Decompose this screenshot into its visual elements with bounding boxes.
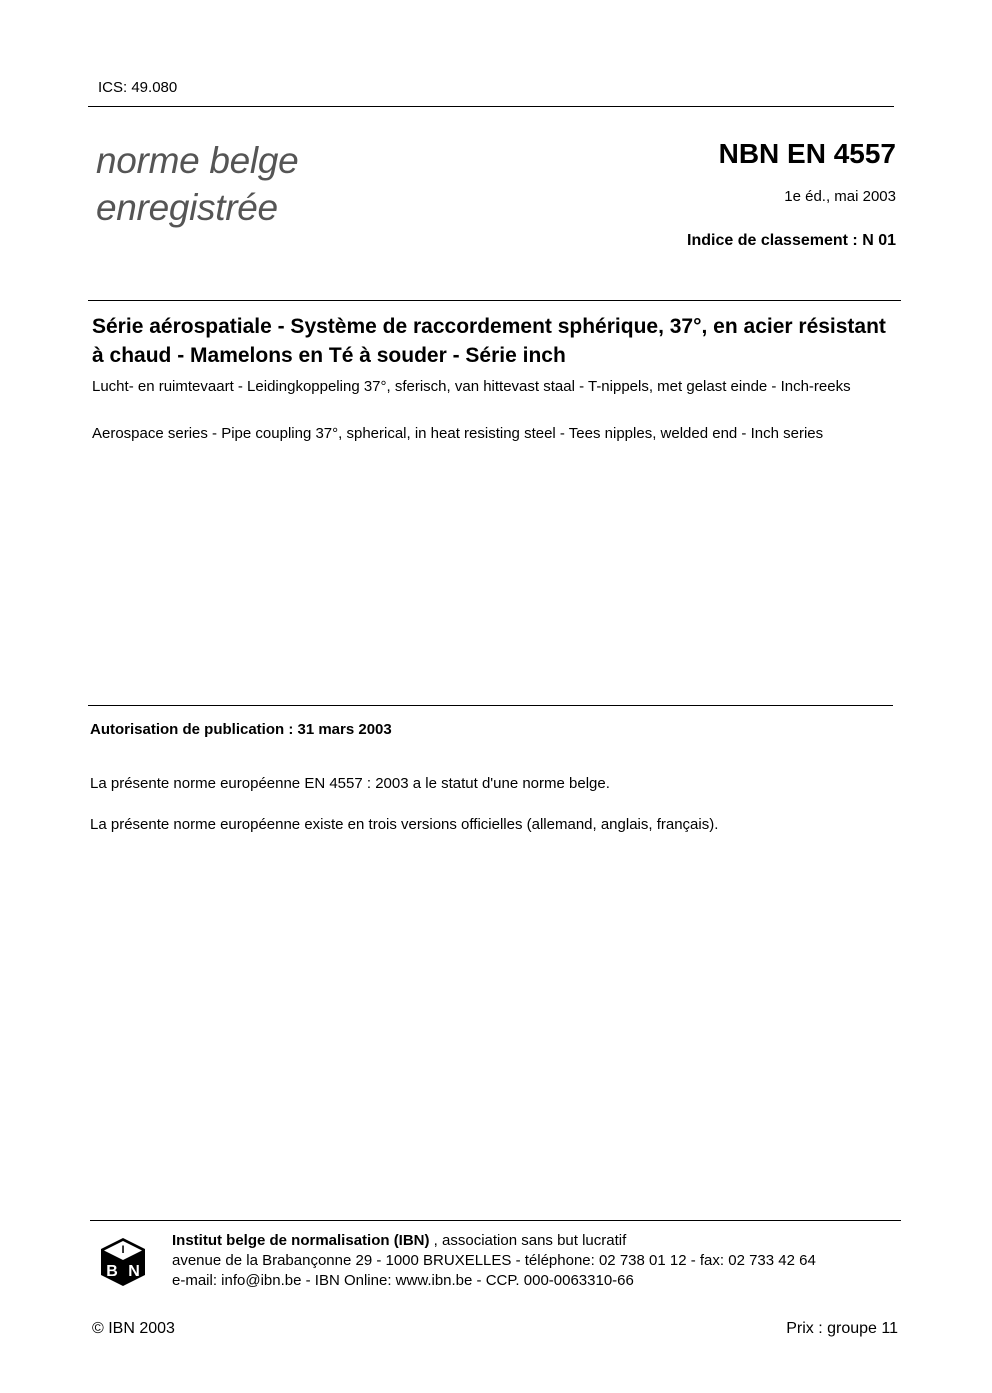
svg-text:I: I: [121, 1244, 125, 1256]
versions-paragraph: La présente norme européenne existe en trois versions officielles (allemand, anglais, français).: [90, 816, 719, 833]
brand-line-2: enregistrée: [96, 187, 278, 228]
footer-rule: [90, 1220, 901, 1221]
institute-line: [172, 1231, 816, 1251]
status-paragraph: La présente norme européenne EN 4557 : 2003 a le statut d'une norme belge.: [90, 775, 610, 792]
top-rule: [88, 106, 894, 107]
ibn-logo-icon: [99, 1236, 147, 1288]
title-french: Série aérospatiale - Système de raccordement sphérique, 37°, en acier résistant à chaud - Mamelons en Té à souder - Série inch: [92, 315, 886, 367]
edition-date: 1e éd., mai 2003: [784, 188, 896, 205]
institute-address: avenue de la Brabançonne 29 - 1000 BRUXELLES - téléphone: 02 738 01 12 - fax: 02 733 42 64: [172, 1252, 816, 1269]
title-dutch: Lucht- en ruimtevaart - Leidingkoppeling 37°, sferisch, van hittevast staal - T-nippels, met gelast einde - Inch-reeks: [92, 378, 851, 395]
svg-text:B: B: [106, 1263, 118, 1280]
standard-number: NBN EN 4557: [718, 138, 896, 169]
institute-name: Institut belge de normalisation (IBN): [172, 1232, 430, 1249]
body-rule: [88, 705, 893, 706]
svg-text:N: N: [128, 1263, 140, 1280]
classification-index: Indice de classement : N 01: [687, 232, 896, 249]
price-group: Prix : groupe 11: [786, 1320, 898, 1337]
title-rule: [88, 300, 901, 301]
ics-code: ICS: 49.080: [98, 79, 178, 96]
brand-line-1: norme belge: [96, 140, 299, 181]
institute-info: [172, 1231, 816, 1291]
copyright: © IBN 2003: [92, 1320, 175, 1337]
institute-suffix: , association sans but lucratif: [429, 1232, 627, 1249]
publication-authorization: Autorisation de publication : 31 mars 2003: [90, 721, 392, 738]
brand-title: [96, 137, 298, 231]
institute-contact: e-mail: info@ibn.be - IBN Online: www.ibn.be - CCP. 000-0063310-66: [172, 1272, 634, 1289]
title-english: Aerospace series - Pipe coupling 37°, spherical, in heat resisting steel - Tees nipples, welded end - Inch series: [92, 425, 824, 442]
